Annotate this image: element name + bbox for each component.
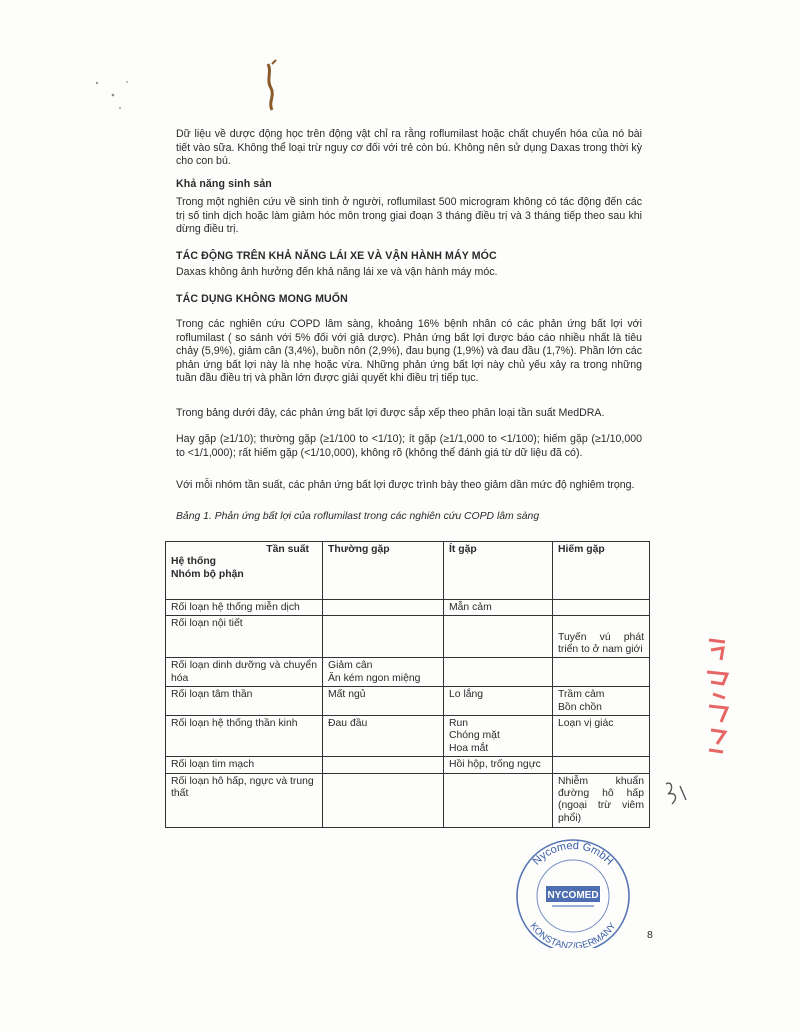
row-system-cell	[166, 600, 323, 616]
scan-artifact-marks	[0, 0, 300, 130]
cell-uncommon: Mẫn cảm	[444, 600, 553, 616]
cell-common	[323, 773, 444, 827]
table-row	[166, 616, 650, 658]
row-system-cell: Rối loạn tâm thần	[166, 687, 323, 716]
cell-common	[323, 600, 444, 616]
reaction-item: Bồn chồn	[558, 701, 602, 713]
header-organ-group-label: Nhóm bộ phận	[171, 568, 244, 580]
stamp-bottom-text: KONSTANZ/GERMANY	[527, 920, 619, 948]
row-system-cell: Rối loạn dinh dưỡng và chuyển hóa	[166, 658, 323, 687]
row-system-cell: Rối loạn hô hấp, ngực và trung thất	[166, 773, 323, 827]
driving-heading: TÁC ĐỘNG TRÊN KHẢ NĂNG LÁI XE VÀ VẬN HÀNH MÁY MÓC	[176, 250, 497, 262]
frequency-definitions-paragraph: Hay gặp (≥1/10); thường gặp (≥1/100 to <1/10); ít gặp (≥1/1,000 to <1/100); hiếm gặp (≥1/10,000 to <1/1,000); rất hiếm gặp (<1/10,000), không rõ (không thể đánh giá từ dữ liệu đã có).	[176, 433, 642, 459]
reaction-item: Ăn kém ngon miệng	[328, 672, 421, 684]
cell-common	[323, 658, 444, 687]
cell-rare	[553, 600, 650, 616]
cell-uncommon: Hồi hộp, trống ngực	[444, 757, 553, 773]
header-rare: Hiếm gặp	[553, 542, 650, 600]
reaction-item: Run	[449, 718, 469, 730]
header-corner-cell	[166, 542, 323, 600]
table-row	[166, 600, 650, 616]
svg-text:Nycomed GmbH	[531, 840, 616, 868]
table-row	[166, 773, 650, 827]
svg-text:KONSTANZ/GERMANY	[528, 920, 619, 948]
table-header-row	[166, 542, 650, 600]
adverse-effects-paragraph-1: Trong các nghiên cứu COPD lâm sàng, khoảng 16% bệnh nhân có các phản ứng bất lợi với roflumilast ( so sánh với 5% đối với giả dược). Phản ứng bất lợi được báo cáo nhiều nhất là tiêu chảy (5,9%), giảm cân (3,4%), buồn nôn (2,9%), đau bụng (1,9%) và đau đầu (1,7%). Phần lớn các phản ứng bất lợi này là nhẹ hoặc vừa. Những phản ứng bất lợi này chủ yếu xảy ra trong những tuần đầu điều trị và phần lớn được giải quyết khi điều trị tiếp tục.	[176, 318, 642, 385]
header-frequency-label: Tần suất	[266, 544, 309, 555]
reaction-item: Hoa mắt	[449, 742, 489, 754]
cell-common: Mất ngủ	[323, 687, 444, 716]
cell-common: Đau đầu	[323, 716, 444, 757]
driving-paragraph: Daxas không ảnh hưởng đến khả năng lái xe và vận hành máy móc.	[176, 266, 498, 278]
table-caption: Bảng 1. Phản ứng bất lợi của roflumilast trong các nghiên cứu COPD lâm sàng	[176, 511, 540, 522]
table-row	[166, 757, 650, 773]
page-number: 8	[647, 929, 653, 941]
adverse-effects-paragraph-2: Trong bảng dưới đây, các phản ứng bất lợi được sắp xếp theo phân loại tần suất MedDRA.	[176, 407, 605, 419]
red-bleed-marks	[703, 632, 733, 762]
cell-rare: Loạn vị giác	[553, 716, 650, 757]
adverse-effects-paragraph-4: Với mỗi nhóm tần suất, các phản ứng bất lợi được trình bày theo giảm dần mức độ nghiêm trọng.	[176, 479, 635, 491]
system-label: Rối loạn hệ thống miễn dịch	[171, 602, 300, 613]
adverse-effects-heading: TÁC DỤNG KHÔNG MONG MUỐN	[176, 293, 348, 305]
row-system-cell: Rối loạn nội tiết	[166, 616, 323, 658]
fertility-paragraph: Trong một nghiên cứu về sinh tinh ở người, roflumilast 500 microgram không có tác động đến các trị số tinh dịch hoặc làm giảm hóc môn trong giai đoạn 3 tháng điều trị và 3 tháng tiếp theo sau khi dừng điều trị.	[176, 196, 642, 236]
company-stamp	[508, 838, 638, 948]
adverse-reactions-table	[165, 541, 650, 828]
cell-uncommon	[444, 716, 553, 757]
reaction-item: Chóng mặt	[449, 730, 500, 742]
header-uncommon: Ít gặp	[444, 542, 553, 600]
cell-common	[323, 757, 444, 773]
stamp-top-text: Nycomed GmbH	[530, 839, 616, 868]
cell-rare	[553, 658, 650, 687]
reaction-item: Giảm cân	[328, 660, 373, 672]
cell-rare: Tuyến vú phát triển to ở nam giới	[553, 616, 650, 658]
cell-rare: Nhiễm khuẩn đường hô hấp (ngoại trừ viêm phổi)	[553, 773, 650, 827]
cell-rare	[553, 757, 650, 773]
fertility-heading: Khả năng sinh sản	[176, 178, 272, 190]
lactation-paragraph: Dữ liệu về dược động học trên động vật chỉ ra rằng roflumilast hoặc chất chuyển hóa của nó bài tiết vào sữa. Không thể loại trừ nguy cơ đối với trẻ còn bú. Không nên sử dụng Daxas trong thời kỳ cho con bú.	[176, 128, 642, 168]
header-system-label: Hệ thống	[171, 556, 217, 568]
cell-uncommon	[444, 658, 553, 687]
row-system-cell: Rối loạn tim mạch	[166, 757, 323, 773]
signature-mark	[660, 776, 700, 810]
cell-common	[323, 616, 444, 658]
cell-uncommon	[444, 616, 553, 658]
header-common: Thường gặp	[323, 542, 444, 600]
table-row	[166, 658, 650, 687]
reaction-item: Trầm cảm	[558, 689, 605, 701]
cell-uncommon: Lo lắng	[444, 687, 553, 716]
cell-uncommon	[444, 773, 553, 827]
table-row	[166, 716, 650, 757]
cell-rare	[553, 687, 650, 716]
table-row	[166, 687, 650, 716]
stamp-brand-text: NYCOMED	[547, 890, 599, 901]
row-system-cell: Rối loạn hệ thống thần kinh	[166, 716, 323, 757]
